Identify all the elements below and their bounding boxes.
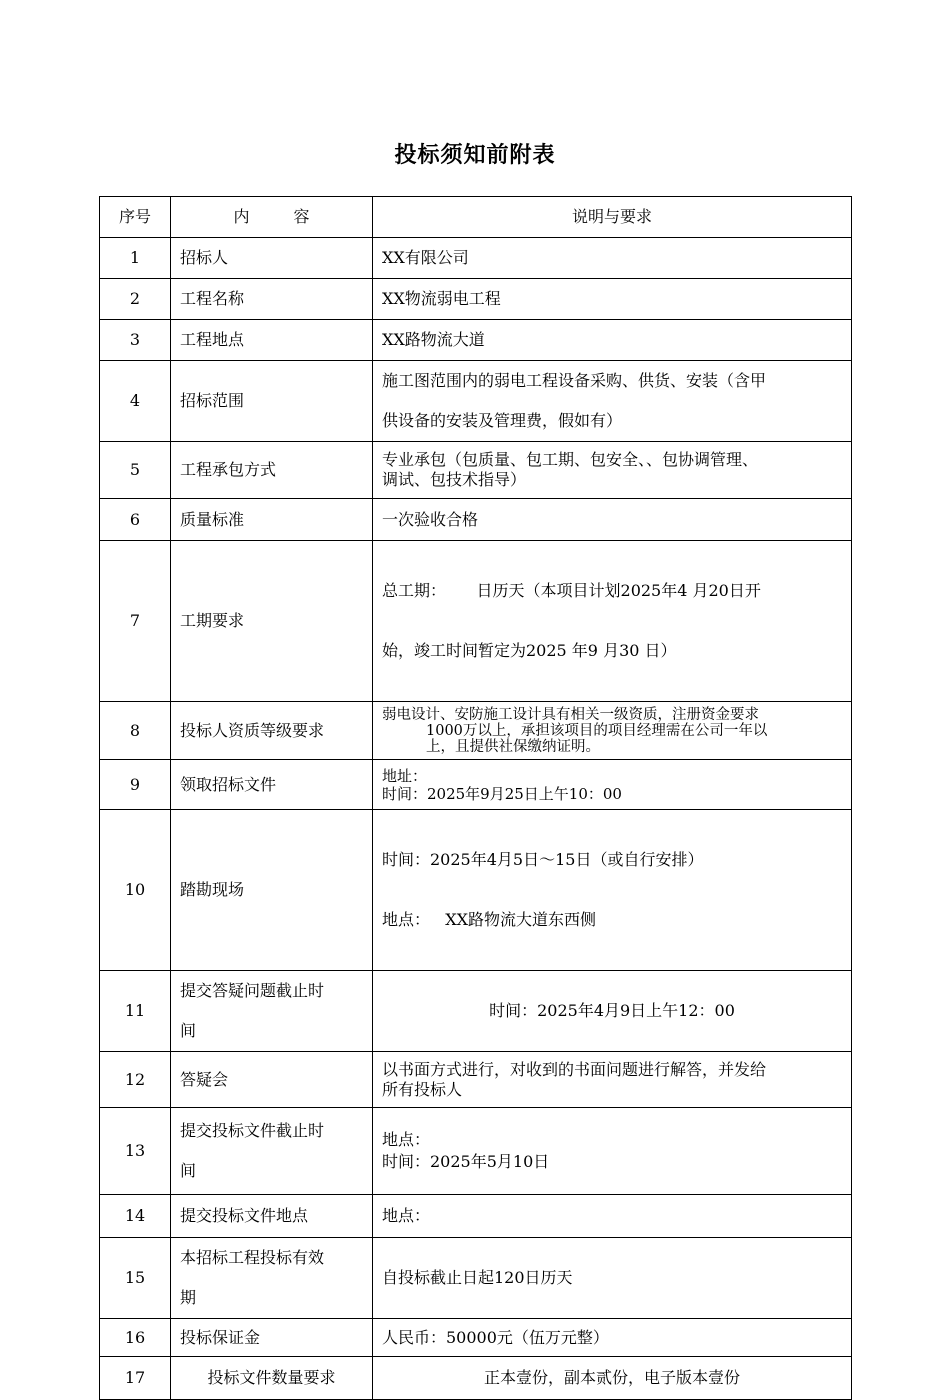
table-row	[100, 1357, 852, 1400]
row-no: 10	[100, 810, 171, 971]
row-desc: 正本壹份，副本贰份，电子版本壹份	[373, 1357, 852, 1400]
row-desc	[373, 541, 852, 702]
table-row	[100, 541, 852, 702]
item-line: 提交答疑问题截止时	[180, 981, 325, 1000]
header-content	[171, 197, 373, 238]
desc-line: 施工图范围内的弱电工程设备采购、供货、安装（含甲	[382, 371, 767, 390]
row-item: 提交投标文件地点	[171, 1195, 373, 1238]
row-no: 13	[100, 1108, 171, 1195]
desc-line: 时间：2025年5月10日	[382, 1152, 550, 1171]
desc-line: 1000万以上，承担该项目的项目经理需在公司一年以	[426, 722, 768, 739]
row-item	[171, 1238, 373, 1319]
page-title: 投标须知前附表	[394, 143, 556, 168]
desc-line: 地点：	[382, 1130, 431, 1149]
desc-line: 总工期： 日历天（本项目计划2025年4 月20日开	[382, 581, 761, 600]
table-row	[100, 1238, 852, 1319]
row-item	[171, 1108, 373, 1195]
desc-line: 地点： XX路物流大道东西侧	[382, 910, 597, 929]
row-desc: 自投标截止日起120日历天	[373, 1238, 852, 1319]
row-desc	[373, 810, 852, 971]
row-item: 工程地点	[171, 320, 373, 361]
row-desc	[373, 760, 852, 810]
desc-line: 地址：	[382, 766, 428, 785]
desc-line: 时间：2025年4月5日～15日（或自行安排）	[382, 850, 704, 869]
row-desc: 一次验收合格	[373, 499, 852, 541]
table-row	[100, 320, 852, 361]
row-no: 2	[100, 279, 171, 320]
row-no: 6	[100, 499, 171, 541]
item-line: 间	[180, 1161, 197, 1180]
desc-line: 上，且提供社保缴纳证明。	[426, 738, 600, 755]
header-no: 序号	[100, 197, 171, 238]
row-no: 8	[100, 702, 171, 760]
row-desc: 人民币：50000元（伍万元整）	[373, 1319, 852, 1357]
row-desc	[373, 1108, 852, 1195]
row-item	[171, 971, 373, 1052]
desc-line: 供设备的安装及管理费，假如有）	[382, 411, 623, 430]
row-no: 1	[100, 238, 171, 279]
row-desc: 地点：	[373, 1195, 852, 1238]
table-row	[100, 810, 852, 971]
table-header-row	[100, 197, 852, 238]
desc-line: 专业承包（包质量、包工期、包安全、、包协调管理、	[382, 450, 759, 469]
table-row	[100, 279, 852, 320]
bid-instructions-table	[99, 196, 852, 1400]
table-row	[100, 499, 852, 541]
row-item: 投标人资质等级要求	[171, 702, 373, 760]
row-item: 工程名称	[171, 279, 373, 320]
header-content-b: 容	[293, 207, 310, 226]
row-desc: 时间：2025年4月9日上午12：00	[373, 971, 852, 1052]
table-row	[100, 1052, 852, 1108]
row-no: 12	[100, 1052, 171, 1108]
row-desc	[373, 702, 852, 760]
row-desc	[373, 1052, 852, 1108]
row-no: 17	[100, 1357, 171, 1400]
row-item: 领取招标文件	[171, 760, 373, 810]
row-no: 11	[100, 971, 171, 1052]
header-desc: 说明与要求	[373, 197, 852, 238]
table-row	[100, 1108, 852, 1195]
row-desc: XX路物流大道	[373, 320, 852, 361]
row-no: 5	[100, 442, 171, 499]
table-row	[100, 361, 852, 442]
desc-line: 时间：2025年9月25日上午10：00	[382, 784, 622, 803]
row-item: 答疑会	[171, 1052, 373, 1108]
row-desc: XX物流弱电工程	[373, 279, 852, 320]
table-row	[100, 1319, 852, 1357]
header-content-a: 内	[233, 207, 250, 226]
row-no: 15	[100, 1238, 171, 1319]
row-no: 9	[100, 760, 171, 810]
row-no: 16	[100, 1319, 171, 1357]
row-item: 质量标准	[171, 499, 373, 541]
row-item: 招标人	[171, 238, 373, 279]
row-no: 7	[100, 541, 171, 702]
item-line: 本招标工程投标有效	[180, 1248, 325, 1267]
table-row	[100, 442, 852, 499]
table-row	[100, 702, 852, 760]
row-item: 投标保证金	[171, 1319, 373, 1357]
table-row	[100, 238, 852, 279]
row-item: 工程承包方式	[171, 442, 373, 499]
table-row	[100, 1195, 852, 1238]
desc-line: 弱电设计、安防施工设计具有相关一级资质，注册资金要求	[382, 706, 759, 723]
row-desc	[373, 442, 852, 499]
item-line: 提交投标文件截止时	[180, 1121, 325, 1140]
desc-line: 始，竣工时间暂定为2025 年9 月30 日）	[382, 641, 677, 660]
row-item: 投标文件数量要求	[171, 1357, 373, 1400]
row-no: 4	[100, 361, 171, 442]
item-line: 期	[180, 1288, 197, 1307]
row-item: 招标范围	[171, 361, 373, 442]
desc-line: 以书面方式进行，对收到的书面问题进行解答，并发给	[382, 1059, 767, 1079]
row-desc: XX有限公司	[373, 238, 852, 279]
row-desc	[373, 361, 852, 442]
row-item: 工期要求	[171, 541, 373, 702]
table-row	[100, 971, 852, 1052]
item-line: 间	[180, 1021, 197, 1040]
row-item: 踏勘现场	[171, 810, 373, 971]
row-no: 3	[100, 320, 171, 361]
desc-line: 调试、包技术指导）	[382, 470, 527, 489]
table-row	[100, 760, 852, 810]
row-no: 14	[100, 1195, 171, 1238]
desc-line: 所有投标人	[382, 1079, 463, 1099]
